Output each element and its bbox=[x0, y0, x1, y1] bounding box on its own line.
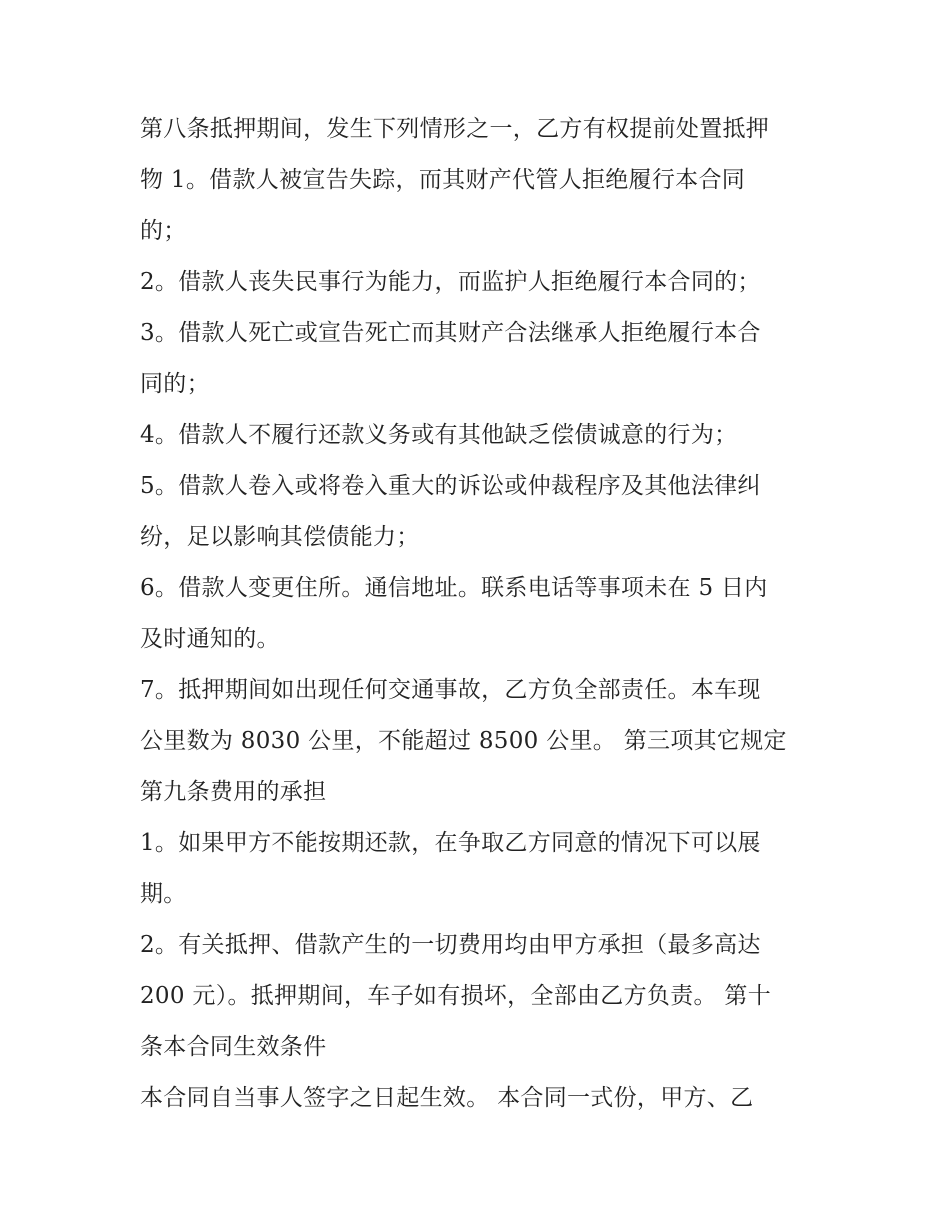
contract-text bbox=[140, 104, 840, 1124]
text-line: 及时通知的。 bbox=[140, 626, 280, 652]
text-line: 公里数为 8030 公里，不能超过 8500 公里。 第三项其它规定 bbox=[140, 728, 787, 754]
text-line: 6。借款人变更住所。通信地址。联系电话等事项未在 5 日内 bbox=[140, 575, 768, 601]
text-line: 第八条抵押期间，发生下列情形之一，乙方有权提前处置抵押 bbox=[140, 116, 770, 142]
text-line: 200 元）。抵押期间，车子如有损坏，全部由乙方负责。 第十 bbox=[140, 983, 772, 1009]
text-line: 条本合同生效条件 bbox=[140, 1034, 327, 1060]
text-line: 2。借款人丧失民事行为能力，而监护人拒绝履行本合同的； bbox=[140, 269, 761, 295]
text-line: 本合同自当事人签字之日起生效。 本合同一式份，甲方、乙 bbox=[140, 1085, 754, 1111]
text-line: 5。借款人卷入或将卷入重大的诉讼或仲裁程序及其他法律纠 bbox=[140, 473, 761, 499]
text-line: 纷，足以影响其偿债能力； bbox=[140, 524, 420, 550]
text-line: 4。借款人不履行还款义务或有其他缺乏偿债诚意的行为； bbox=[140, 422, 738, 448]
text-line: 7。抵押期间如出现任何交通事故，乙方负全部责任。本车现 bbox=[140, 677, 761, 703]
text-line: 物 1。借款人被宣告失踪，而其财产代管人拒绝履行本合同 bbox=[140, 167, 746, 193]
text-line: 3。借款人死亡或宣告死亡而其财产合法继承人拒绝履行本合 bbox=[140, 320, 761, 346]
text-line: 同的； bbox=[140, 371, 210, 397]
text-line: 期。 bbox=[140, 881, 187, 907]
text-line: 第九条费用的承担 bbox=[140, 779, 327, 805]
text-line: 的； bbox=[140, 218, 187, 244]
text-line: 1。如果甲方不能按期还款，在争取乙方同意的情况下可以展 bbox=[140, 830, 761, 856]
text-line: 2。有关抵押、借款产生的一切费用均由甲方承担（最多高达 bbox=[140, 932, 761, 958]
